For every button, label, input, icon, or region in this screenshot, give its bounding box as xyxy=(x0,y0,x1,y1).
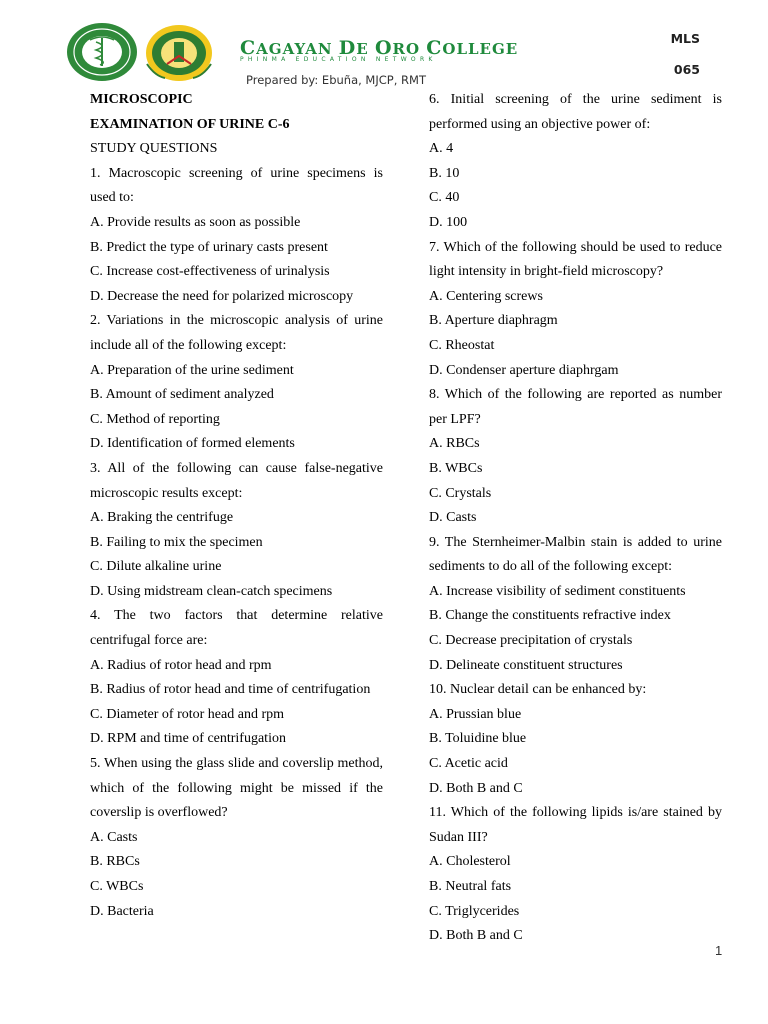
answer-choice: A. Cholesterol xyxy=(429,854,511,870)
answer-choice: B. Change the constituents refractive index xyxy=(429,608,671,624)
answer-choice: C. Diameter of rotor head and rpm xyxy=(90,706,284,722)
college-wordmark xyxy=(240,37,519,76)
answer-choice: A. Casts xyxy=(90,829,138,845)
answer-choice: D. Condenser aperture diaphrgam xyxy=(429,362,619,378)
question-text: 9. The Sternheimer-Malbin stain is added to urine sediments to do all of the following except: xyxy=(429,534,722,575)
answer-choice: C. Triglycerides xyxy=(429,903,520,919)
document-title-line-1: MICROSCOPIC xyxy=(90,92,193,107)
answer-choice: B. WBCs xyxy=(429,460,483,476)
answer-choice: C. Acetic acid xyxy=(429,756,508,772)
prepared-by: Prepared by: Ebuña, MJCP, RMT xyxy=(246,73,426,87)
college-seal-logo-icon xyxy=(145,24,213,82)
answer-choice: C. Decrease precipitation of crystals xyxy=(429,633,633,649)
question-text: 11. Which of the following lipids is/are stained by Sudan III? xyxy=(429,805,722,845)
answer-choice: D. 100 xyxy=(429,214,468,230)
answer-choice: B. Predict the type of urinary casts present xyxy=(90,239,328,255)
answer-choice: B. Aperture diaphragm xyxy=(429,313,558,329)
question-text: 8. Which of the following are reported as number per LPF? xyxy=(429,387,722,427)
answer-choice: C. Rheostat xyxy=(429,337,495,353)
answer-choice: B. 10 xyxy=(429,165,460,181)
answer-choice: D. Identification of formed elements xyxy=(90,436,295,452)
answer-choice: C. Crystals xyxy=(429,485,492,501)
right-column xyxy=(429,88,722,949)
answer-choice: D. RPM and time of centrifugation xyxy=(90,731,286,747)
page-header xyxy=(0,0,768,95)
answer-choice: D. Bacteria xyxy=(90,903,154,919)
answer-choice: D. Casts xyxy=(429,510,477,526)
question-text: 2. Variations in the microscopic analysis of urine include all of the following except: xyxy=(90,313,383,353)
question-text: 4. The two factors that determine relative centrifugal force are: xyxy=(90,608,383,649)
college-network: PHINMA EDUCATION NETWORK xyxy=(240,56,437,63)
answer-choice: A. Braking the centrifuge xyxy=(90,510,234,526)
answer-choice: A. Centering screws xyxy=(429,288,543,304)
question-text: 1. Macroscopic screening of urine specimens is used to: xyxy=(90,165,383,206)
question-text: 10. Nuclear detail can be enhanced by: xyxy=(429,682,647,698)
answer-choice: D. Both B and C xyxy=(429,928,523,944)
course-code: MLS xyxy=(670,31,700,46)
question-text: 7. Which of the following should be used to reduce light intensity in bright-field microscopy? xyxy=(429,239,722,280)
page-number: 1 xyxy=(715,943,723,958)
answer-choice: A. Provide results as soon as possible xyxy=(90,214,301,230)
left-question-list xyxy=(90,162,383,924)
answer-choice: C. Method of reporting xyxy=(90,411,220,427)
right-question-list xyxy=(429,88,722,949)
answer-choice: B. Neutral fats xyxy=(429,879,512,894)
answer-choice: C. Increase cost-effectiveness of urinalysis xyxy=(90,264,330,280)
answer-choice: C. WBCs xyxy=(90,879,144,894)
answer-choice: B. Toluidine blue xyxy=(429,731,527,747)
answer-choice: A. Increase visibility of sediment constituents xyxy=(429,583,686,599)
question-text: 5. When using the glass slide and coverslip method, which of the following might be missed if the coverslip is overflowed? xyxy=(90,756,383,821)
answer-choice: B. RBCs xyxy=(90,854,140,870)
answer-choice: D. Both B and C xyxy=(429,780,523,796)
college-name: CAGAYAN DE ORO COLLEGE xyxy=(240,37,519,59)
answer-choice: A. Preparation of the urine sediment xyxy=(90,362,294,378)
document-subtitle: STUDY QUESTIONS xyxy=(90,141,218,157)
answer-choice: D. Decrease the need for polarized microscopy xyxy=(90,288,354,304)
answer-choice: B. Radius of rotor head and time of centrifugation xyxy=(90,682,371,698)
answer-choice: B. Amount of sediment analyzed xyxy=(90,387,274,403)
answer-choice: D. Delineate constituent structures xyxy=(429,657,623,673)
answer-choice: D. Using midstream clean-catch specimens xyxy=(90,583,333,599)
question-text: 3. All of the following can cause false-negative microscopic results except: xyxy=(90,460,383,501)
answer-choice: C. 40 xyxy=(429,190,460,206)
answer-choice: A. Radius of rotor head and rpm xyxy=(90,657,272,673)
answer-choice: B. Failing to mix the specimen xyxy=(90,534,263,550)
answer-choice: A. Prussian blue xyxy=(429,706,522,722)
course-number: 065 xyxy=(673,62,700,77)
caduceus-seal-logo-icon xyxy=(66,22,138,82)
question-text: 6. Initial screening of the urine sediment is performed using an objective power of: xyxy=(429,92,722,132)
answer-choice: A. 4 xyxy=(429,141,454,157)
answer-choice: C. Dilute alkaline urine xyxy=(90,559,222,575)
answer-choice: A. RBCs xyxy=(429,436,480,452)
left-column xyxy=(90,88,383,924)
document-title-line-2: EXAMINATION OF URINE C-6 xyxy=(90,116,290,132)
